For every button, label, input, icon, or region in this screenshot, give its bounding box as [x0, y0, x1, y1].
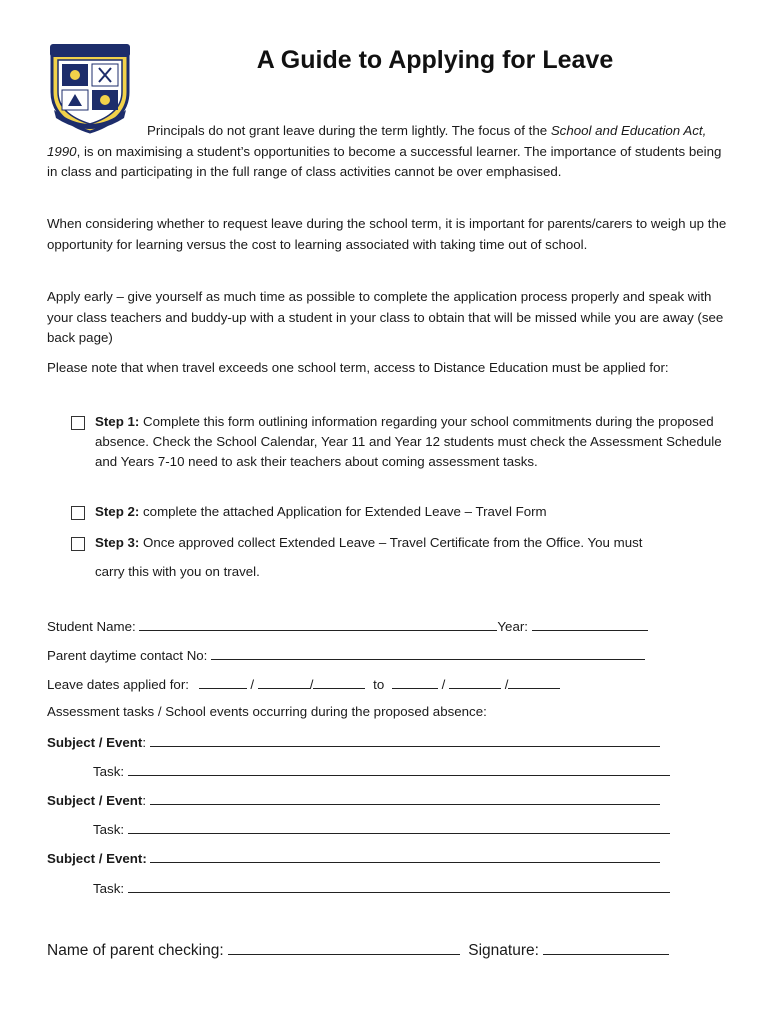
parent-contact-row: Parent daytime contact No: — [47, 646, 645, 663]
step-3-continued: carry this with you on travel. — [95, 564, 260, 579]
intro-paragraph-4: Please note that when travel exceeds one school term, access to Distance Education must be applied for: — [47, 360, 669, 375]
step-1-checkbox[interactable] — [71, 416, 85, 430]
leave-to-year-field[interactable] — [508, 675, 560, 689]
step-3: Step 3: Once approved collect Extended Leave – Travel Certificate from the Office. You must — [71, 533, 731, 553]
task-field-2[interactable] — [128, 820, 670, 834]
step-2-checkbox[interactable] — [71, 506, 85, 520]
parent-checking-name-field[interactable] — [228, 939, 460, 955]
task-field-1[interactable] — [128, 762, 670, 776]
leave-dates-row: Leave dates applied for: / / to / / — [47, 675, 560, 692]
subject-event-field-3[interactable] — [150, 849, 660, 863]
leave-to-month-field[interactable] — [449, 675, 501, 689]
intro-paragraph-3: Apply early – give yourself as much time as possible to complete the application process properly and speak with your class teachers and buddy-up with a student in your class to obtain that will be missed while you are away (see back page) — [47, 289, 724, 345]
leave-from-year-field[interactable] — [313, 675, 365, 689]
step-1: Step 1: Complete this form outlining information regarding your school commitments during the proposed absence. Check the School Calendar, Year 11 and Year 12 students must check the Assessment Schedule and Years 7-10 need to ask their teachers about coming assessment tasks. — [71, 412, 731, 472]
student-name-field[interactable] — [139, 617, 497, 631]
signature-field[interactable] — [543, 939, 669, 955]
step-3-checkbox[interactable] — [71, 537, 85, 551]
step-2: Step 2: complete the attached Application for Extended Leave – Travel Form — [71, 502, 731, 522]
task-row-3: Task: — [93, 879, 670, 896]
subject-event-field-1[interactable] — [150, 733, 660, 747]
intro-paragraph-1: Principals do not grant leave during the term lightly. The focus of the School and Education Act, 1990, is on maximising a student’s opportunities to become a successful learner. The importance of students being in class and participating in the full range of class activities cannot be over emphasised. — [47, 123, 722, 179]
parent-contact-field[interactable] — [211, 646, 645, 660]
subject-event-row-2: Subject / Event: — [47, 791, 660, 808]
leave-to-day-field[interactable] — [392, 675, 438, 689]
intro-paragraph-2: When considering whether to request leave during the school term, it is important for parents/carers to weigh up the opportunity for learning versus the cost to learning associated with taking time out of school. — [47, 216, 727, 252]
subject-event-field-2[interactable] — [150, 791, 660, 805]
assessment-intro: Assessment tasks / School events occurring during the proposed absence: — [47, 704, 487, 719]
subject-event-row-1: Subject / Event: — [47, 733, 660, 750]
subject-event-row-3: Subject / Event: — [47, 849, 660, 866]
student-name-row: Student Name: Year: — [47, 617, 648, 634]
task-row-2: Task: — [93, 820, 670, 837]
parent-checking-row: Name of parent checking: Signature: — [47, 939, 669, 960]
page-title: A Guide to Applying for Leave — [256, 46, 614, 74]
task-field-3[interactable] — [128, 879, 670, 893]
year-field[interactable] — [532, 617, 648, 631]
leave-from-day-field[interactable] — [199, 675, 247, 689]
leave-from-month-field[interactable] — [258, 675, 310, 689]
task-row-1: Task: — [93, 762, 670, 779]
